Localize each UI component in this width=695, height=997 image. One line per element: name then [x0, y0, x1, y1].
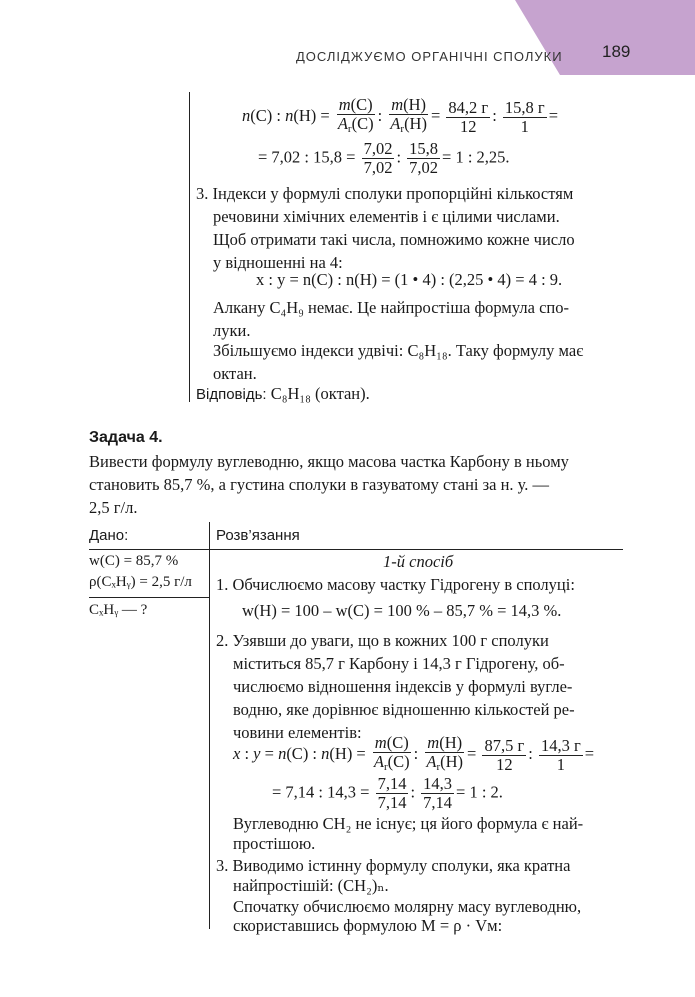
given-w: w(C) = 85,7 % — [89, 553, 179, 569]
task-line2: становить 85,7 %, а густина сполуки в газуватому стані за н. у. — — [89, 475, 550, 494]
step3-line1: 3. Індекси у формулі сполуки пропорційні кількостям — [196, 184, 574, 203]
solution-step3-line1: 3. Виводимо істинну формулу сполуки, яка кратна — [216, 856, 571, 875]
solution-step2-line5: човини елементів: — [233, 723, 362, 742]
alkane-line2: луки. — [213, 321, 251, 340]
ratio-equation-4: = 7,14 : 14,3 = $\frac{7,14}{7,14}$ : $\frac{14,3}{7,14}$ = 1 : 2. — [272, 774, 503, 812]
given-find: CₓHᵧ — ? — [89, 602, 148, 618]
answer-label: Відповідь: — [196, 386, 267, 403]
double-line2: октан. — [213, 364, 257, 383]
double-line1: Збільшуємо індекси удвічі: C₈H₁₈. Таку формулу має — [213, 341, 584, 360]
xy-equation: x : y = n(C) : n(H) = (1 • 4) : (2,25 • 4) = 4 : 9. — [256, 270, 563, 289]
section-header: ДОСЛІДЖУЄМО ОРГАНІЧНІ СПОЛУКИ — [296, 49, 563, 64]
solution-step2-line1: 2. Узявши до уваги, що в кожних 100 г сполуки — [216, 631, 549, 650]
step3-line3: Щоб отримати такі числа, помножимо кожне число — [213, 230, 575, 249]
task-line1: Вивести формулу вуглеводню, якщо масова частка Карбону в ньому — [89, 452, 569, 471]
ratio-equation-3: x : y = n(C) : n(H) = $\frac{m(C)}{A_r(C)}$ : $\frac{m(H)}{A_r(H)}$ = 87,5 г 12 : 14,3 г 1 = — [233, 733, 595, 774]
alkane-line1: Алкану C₄H₉ немає. Це найпростіша формула спо- — [213, 298, 569, 317]
given-rule — [89, 597, 209, 598]
task-line3: 2,5 г/л. — [89, 498, 138, 517]
table-divider — [209, 522, 210, 929]
solution-step2-line2: міститься 85,7 г Карбону і 14,3 г Гідрогену, об- — [233, 654, 565, 673]
solution-step3-line4: скориставшись формулою M = ρ · Vм: — [233, 916, 503, 935]
page-number: 189 — [602, 42, 631, 61]
method-title: 1-й спосіб — [383, 552, 454, 571]
task-title: Задача 4. — [89, 429, 163, 446]
table-header-rule — [89, 549, 623, 550]
top-rule — [189, 92, 190, 402]
solution-step1: 1. Обчислюємо масову частку Гідрогену в сполуці: — [216, 575, 575, 594]
solution-step3-line2: найпростішій: (CH₂)ₙ. — [233, 876, 389, 895]
answer-value: C₈H₁₈ (октан). — [270, 384, 370, 403]
solution-step3-line3: Спочатку обчислюємо молярну масу вуглеводню, — [233, 897, 582, 916]
answer — [196, 382, 370, 406]
hydrogen-fraction-eq: w(H) = 100 – w(C) = 100 % – 85,7 % = 14,3 %. — [242, 601, 562, 620]
ratio-equation-2: = 7,02 : 15,8 = $\frac{7,02}{7,02}$ : $\frac{15,8}{7,02}$ = 1 : 2,25. — [258, 139, 510, 177]
given-label: Дано: — [89, 527, 129, 544]
solution-step2-line3: числюємо відношення індексів у формулі вугле- — [233, 677, 573, 696]
ch2-line2: простішою. — [233, 834, 316, 853]
ratio-equation-1: n(C) : n(H) = $\frac{m(C)}{A_r(C)}$ : $\frac{m(H)}{A_r(H)}$ = 84,2 г 12 : 15,8 г 1 = — [242, 95, 558, 136]
solution-step2-line4: водню, яке дорівнює відношенню кількостей ре- — [233, 700, 575, 719]
ch2-line1: Вуглеводню CH₂ не існує; ця його формула є най- — [233, 814, 584, 833]
solution-label: Розв’язання — [216, 527, 300, 544]
given-rho: ρ(CₓHᵧ) = 2,5 г/л — [89, 574, 192, 590]
step3-line4: у відношенні на 4: — [213, 253, 343, 272]
step3-line2: речовини хімічних елементів і є цілими числами. — [213, 207, 560, 226]
